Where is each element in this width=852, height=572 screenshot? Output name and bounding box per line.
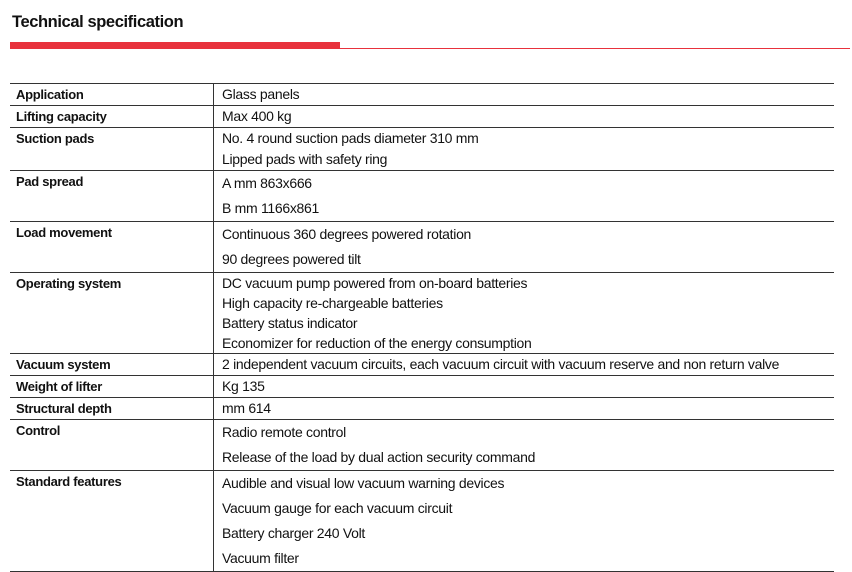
spec-label: Lifting capacity — [10, 106, 214, 127]
spec-label: Application — [10, 84, 214, 105]
spec-value: Audible and visual low vacuum warning devices — [222, 475, 505, 491]
spec-values — [214, 471, 834, 571]
spec-value: A mm 863x666 — [222, 175, 312, 191]
spec-row-weight-of-lifter — [10, 376, 834, 398]
spec-values — [214, 354, 834, 375]
spec-value: 2 independent vacuum circuits, each vacuum circuit with vacuum reserve and non return valve — [222, 356, 780, 372]
spec-row-pad-spread — [10, 171, 834, 222]
spec-value: Vacuum filter — [222, 550, 299, 566]
spec-value: DC vacuum pump powered from on-board batteries — [222, 275, 528, 291]
spec-value: Battery charger 240 Volt — [222, 525, 365, 541]
spec-value: Release of the load by dual action security command — [222, 449, 536, 465]
spec-values — [214, 376, 834, 397]
title-divider-line — [340, 48, 850, 49]
spec-row-load-movement — [10, 222, 834, 273]
spec-value: Vacuum gauge for each vacuum circuit — [222, 500, 453, 516]
spec-values — [214, 420, 834, 470]
spec-row-control — [10, 420, 834, 471]
spec-label: Load movement — [10, 222, 214, 272]
spec-value: Kg 135 — [222, 378, 265, 394]
spec-value: mm 614 — [222, 400, 271, 416]
spec-value: Economizer for reduction of the energy consumption — [222, 335, 532, 351]
spec-table — [10, 83, 834, 572]
spec-row-vacuum-system — [10, 354, 834, 376]
spec-values — [214, 106, 834, 127]
spec-label: Operating system — [10, 273, 214, 353]
spec-value: Glass panels — [222, 86, 300, 102]
spec-label: Weight of lifter — [10, 376, 214, 397]
title-accent-bar — [10, 42, 340, 49]
spec-value: Continuous 360 degrees powered rotation — [222, 226, 472, 242]
spec-label: Pad spread — [10, 171, 214, 221]
spec-label: Standard features — [10, 471, 214, 571]
spec-label: Structural depth — [10, 398, 214, 419]
page-title: Technical specification — [12, 13, 184, 31]
spec-value: Radio remote control — [222, 424, 346, 440]
spec-value: No. 4 round suction pads diameter 310 mm — [222, 130, 479, 146]
spec-value: Battery status indicator — [222, 315, 358, 331]
spec-value: 90 degrees powered tilt — [222, 251, 361, 267]
spec-row-lifting-capacity — [10, 106, 834, 128]
spec-row-structural-depth — [10, 398, 834, 420]
spec-values — [214, 128, 834, 170]
spec-values — [214, 398, 834, 419]
spec-values — [214, 171, 834, 221]
spec-label: Control — [10, 420, 214, 470]
spec-label: Suction pads — [10, 128, 214, 170]
spec-value: B mm 1166x861 — [222, 200, 320, 216]
spec-row-suction-pads — [10, 128, 834, 171]
spec-value: High capacity re-chargeable batteries — [222, 295, 443, 311]
spec-values — [214, 273, 834, 353]
spec-value: Max 400 kg — [222, 108, 292, 124]
spec-values — [214, 84, 834, 105]
spec-label: Vacuum system — [10, 354, 214, 375]
spec-value: Lipped pads with safety ring — [222, 151, 388, 167]
spec-values — [214, 222, 834, 272]
spec-row-standard-features — [10, 471, 834, 572]
spec-row-application — [10, 84, 834, 106]
spec-row-operating-system — [10, 273, 834, 354]
